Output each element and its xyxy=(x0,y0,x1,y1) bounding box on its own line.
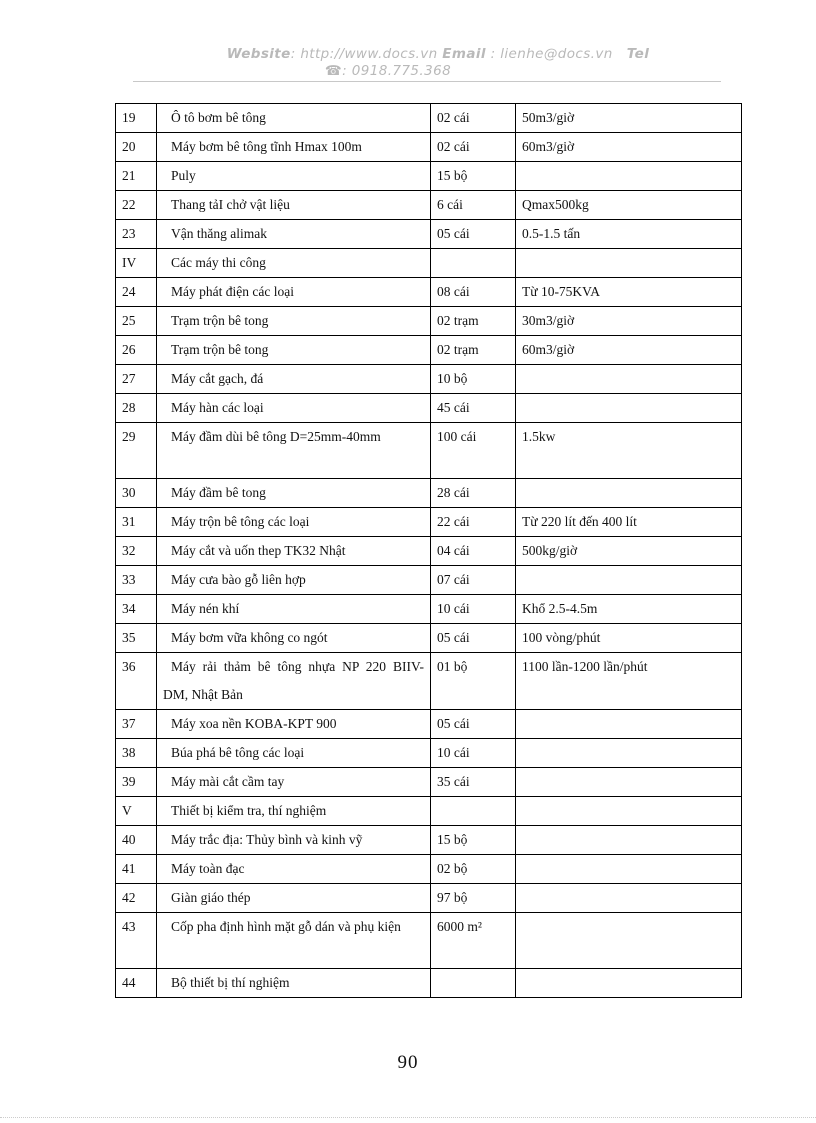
table-row xyxy=(116,595,742,624)
tel-label: Tel xyxy=(626,46,650,62)
row-number: 27 xyxy=(116,365,157,394)
table-row xyxy=(116,739,742,768)
email-label: Email xyxy=(442,46,486,62)
equipment-name: Máy toàn đạc xyxy=(157,855,431,884)
equipment-name: Máy nén khí xyxy=(157,595,431,624)
equipment-name: Bộ thiết bị thí nghiệm xyxy=(157,969,431,998)
row-number: 25 xyxy=(116,307,157,336)
equipment-quantity: 6 cái xyxy=(431,191,516,220)
equipment-quantity: 15 bộ xyxy=(431,162,516,191)
table-row xyxy=(116,365,742,394)
equipment-name: Máy cắt và uốn thep TK32 Nhật xyxy=(157,537,431,566)
equipment-table xyxy=(115,103,742,998)
header-line-2 xyxy=(0,63,816,80)
email-value: : lienhe@docs.vn xyxy=(485,46,613,62)
row-number: 43 xyxy=(116,913,157,969)
table-row xyxy=(116,394,742,423)
table-row xyxy=(116,162,742,191)
phone-number: : 0918.775.368 xyxy=(342,63,452,79)
equipment-spec xyxy=(516,365,742,394)
equipment-quantity: 02 trạm xyxy=(431,336,516,365)
equipment-spec: 500kg/giờ xyxy=(516,537,742,566)
row-number: 32 xyxy=(116,537,157,566)
equipment-spec xyxy=(516,884,742,913)
equipment-name: Máy trộn bê tông các loại xyxy=(157,508,431,537)
equipment-spec xyxy=(516,797,742,826)
table-row xyxy=(116,104,742,133)
equipment-name: Trạm trộn bê tong xyxy=(157,307,431,336)
equipment-name: Thang tảI chở vật liệu xyxy=(157,191,431,220)
equipment-name: Máy đầm bê tong xyxy=(157,479,431,508)
row-number: 30 xyxy=(116,479,157,508)
table-row xyxy=(116,826,742,855)
equipment-quantity: 02 trạm xyxy=(431,307,516,336)
equipment-spec xyxy=(516,855,742,884)
equipment-spec xyxy=(516,479,742,508)
equipment-spec xyxy=(516,826,742,855)
phone-icon: ☎ xyxy=(324,63,343,79)
table-row xyxy=(116,479,742,508)
table-row xyxy=(116,768,742,797)
equipment-spec xyxy=(516,710,742,739)
equipment-spec xyxy=(516,249,742,278)
table-row xyxy=(116,191,742,220)
table-row xyxy=(116,797,742,826)
row-number: 38 xyxy=(116,739,157,768)
row-number: 36 xyxy=(116,653,157,710)
equipment-name: Máy rải thảm bê tông nhựa NP 220 BIIV- DM, Nhật Bản xyxy=(157,653,431,710)
equipment-spec xyxy=(516,969,742,998)
row-number: 22 xyxy=(116,191,157,220)
table-row xyxy=(116,249,742,278)
equipment-quantity: 97 bộ xyxy=(431,884,516,913)
equipment-quantity xyxy=(431,797,516,826)
equipment-quantity: 05 cái xyxy=(431,220,516,249)
table-row xyxy=(116,913,742,969)
table-row xyxy=(116,307,742,336)
table-row xyxy=(116,537,742,566)
equipment-quantity: 01 bộ xyxy=(431,653,516,710)
row-number: 44 xyxy=(116,969,157,998)
equipment-name: Thiết bị kiểm tra, thí nghiệm xyxy=(157,797,431,826)
table-row xyxy=(116,133,742,162)
table-row xyxy=(116,624,742,653)
equipment-spec xyxy=(516,566,742,595)
equipment-name: Máy phát điện các loại xyxy=(157,278,431,307)
equipment-quantity xyxy=(431,249,516,278)
equipment-name: Giàn giáo thép xyxy=(157,884,431,913)
equipment-spec xyxy=(516,162,742,191)
equipment-name: Máy bơm vữa không co ngót xyxy=(157,624,431,653)
equipment-spec: Từ 220 lít đến 400 lít xyxy=(516,508,742,537)
equipment-name: Máy xoa nền KOBA-KPT 900 xyxy=(157,710,431,739)
equipment-spec: Khổ 2.5-4.5m xyxy=(516,595,742,624)
equipment-quantity: 10 cái xyxy=(431,595,516,624)
table-row xyxy=(116,653,742,710)
row-number: V xyxy=(116,797,157,826)
table-row xyxy=(116,969,742,998)
equipment-quantity: 02 cái xyxy=(431,133,516,162)
equipment-table-body xyxy=(116,104,742,998)
equipment-spec: 0.5-1.5 tấn xyxy=(516,220,742,249)
row-number: 31 xyxy=(116,508,157,537)
row-number: 28 xyxy=(116,394,157,423)
equipment-spec: 50m3/giờ xyxy=(516,104,742,133)
row-number: 19 xyxy=(116,104,157,133)
equipment-quantity: 28 cái xyxy=(431,479,516,508)
website-url: : http://www.docs.vn xyxy=(290,46,438,62)
equipment-name: Puly xyxy=(157,162,431,191)
table-row xyxy=(116,278,742,307)
equipment-spec: 1100 lần-1200 lần/phút xyxy=(516,653,742,710)
equipment-quantity: 45 cái xyxy=(431,394,516,423)
website-label: Website xyxy=(226,46,291,62)
equipment-quantity: 07 cái xyxy=(431,566,516,595)
table-row xyxy=(116,423,742,479)
equipment-name: Máy trắc địa: Thủy bình và kinh vỹ xyxy=(157,826,431,855)
equipment-name: Các máy thi công xyxy=(157,249,431,278)
equipment-spec xyxy=(516,394,742,423)
equipment-spec: 100 vòng/phút xyxy=(516,624,742,653)
equipment-name: Máy hàn các loại xyxy=(157,394,431,423)
row-number: 42 xyxy=(116,884,157,913)
equipment-spec xyxy=(516,913,742,969)
row-number: 41 xyxy=(116,855,157,884)
equipment-quantity: 02 cái xyxy=(431,104,516,133)
equipment-spec: 1.5kw xyxy=(516,423,742,479)
equipment-quantity: 10 bộ xyxy=(431,365,516,394)
equipment-name: Máy bơm bê tông tĩnh Hmax 100m xyxy=(157,133,431,162)
table-row xyxy=(116,884,742,913)
equipment-quantity: 05 cái xyxy=(431,624,516,653)
row-number: 21 xyxy=(116,162,157,191)
equipment-quantity: 08 cái xyxy=(431,278,516,307)
equipment-name: Trạm trộn bê tong xyxy=(157,336,431,365)
row-number: 23 xyxy=(116,220,157,249)
row-number: 29 xyxy=(116,423,157,479)
row-number: 20 xyxy=(116,133,157,162)
row-number: 34 xyxy=(116,595,157,624)
equipment-spec: Từ 10-75KVA xyxy=(516,278,742,307)
table-row xyxy=(116,336,742,365)
equipment-quantity: 10 cái xyxy=(431,739,516,768)
row-number: IV xyxy=(116,249,157,278)
equipment-spec: Qmax500kg xyxy=(516,191,742,220)
row-number: 33 xyxy=(116,566,157,595)
equipment-spec: 60m3/giờ xyxy=(516,336,742,365)
page-header xyxy=(0,46,816,80)
equipment-name: Ô tô bơm bê tông xyxy=(157,104,431,133)
equipment-spec xyxy=(516,739,742,768)
equipment-quantity xyxy=(431,969,516,998)
table-row xyxy=(116,710,742,739)
equipment-name: Máy cắt gạch, đá xyxy=(157,365,431,394)
row-number: 24 xyxy=(116,278,157,307)
equipment-name: Búa phá bê tông các loại xyxy=(157,739,431,768)
page-number: 90 xyxy=(397,1052,419,1073)
equipment-quantity: 100 cái xyxy=(431,423,516,479)
header-line-1 xyxy=(60,46,816,63)
equipment-quantity: 15 bộ xyxy=(431,826,516,855)
table-row xyxy=(116,508,742,537)
row-number: 40 xyxy=(116,826,157,855)
equipment-spec: 60m3/giờ xyxy=(516,133,742,162)
row-number: 39 xyxy=(116,768,157,797)
equipment-quantity: 05 cái xyxy=(431,710,516,739)
equipment-quantity: 35 cái xyxy=(431,768,516,797)
equipment-name: Máy cưa bào gỗ liên hợp xyxy=(157,566,431,595)
equipment-name: Máy đầm dùi bê tông D=25mm-40mm xyxy=(157,423,431,479)
equipment-quantity: 04 cái xyxy=(431,537,516,566)
equipment-spec xyxy=(516,768,742,797)
row-number: 35 xyxy=(116,624,157,653)
footer-divider xyxy=(0,1117,816,1118)
equipment-spec: 30m3/giờ xyxy=(516,307,742,336)
equipment-quantity: 02 bộ xyxy=(431,855,516,884)
table-row xyxy=(116,855,742,884)
row-number: 26 xyxy=(116,336,157,365)
equipment-name: Cốp pha định hình mặt gỗ dán và phụ kiện xyxy=(157,913,431,969)
equipment-quantity: 22 cái xyxy=(431,508,516,537)
equipment-quantity: 6000 m² xyxy=(431,913,516,969)
header-divider xyxy=(133,81,721,82)
table-row xyxy=(116,566,742,595)
row-number: 37 xyxy=(116,710,157,739)
equipment-name: Máy mài cắt cầm tay xyxy=(157,768,431,797)
equipment-name: Vận thăng alimak xyxy=(157,220,431,249)
table-row xyxy=(116,220,742,249)
